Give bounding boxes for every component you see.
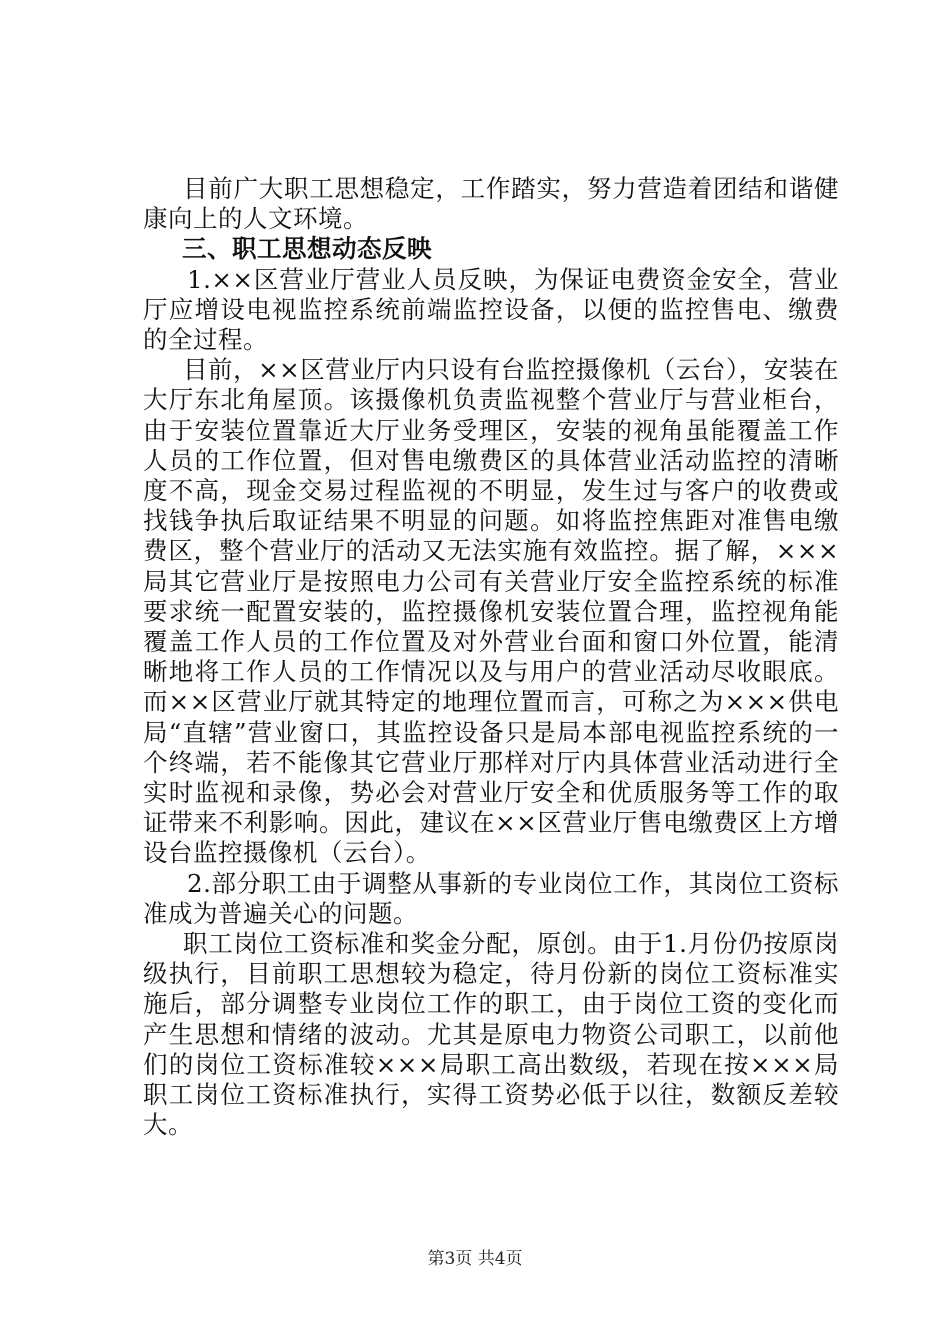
paragraph-item-2-detail: 职工岗位工资标准和奖金分配，原创。由于1.月份仍按原岗级执行，目前职工思想较为稳定，待月份新的岗位工资标准实施后，部分调整专业岗位工作的职工，由于岗位工资的变化而产生思想和情绪的波动。尤其是原电力物资公司职工，以前他们的岗位工资标准较×××局职工高出数级，若现在按×××局职工岗位工资标准执行，实得工资势必低于以往，数额反差较大。 xyxy=(143,929,839,1140)
paragraph-item-1: 1.××区营业厅营业人员反映，为保证电费资金安全，营业厅应增设电视监控系统前端监控设备，以便的监控售电、缴费的全过程。 xyxy=(143,264,839,355)
section-heading: 三、职工思想动态反映 xyxy=(182,234,432,264)
paragraph-intro: 目前广大职工思想稳定，工作踏实，努力营造着团结和谐健康向上的人文环境。 xyxy=(143,174,839,234)
page-footer: 第3页 共4页 xyxy=(427,1249,523,1269)
document-body xyxy=(143,174,839,1141)
paragraph-item-2: 2.部分职工由于调整从事新的专业岗位工作，其岗位工资标准成为普遍关心的问题。 xyxy=(143,868,839,928)
paragraph-item-1-detail: 目前，××区营业厅内只设有台监控摄像机（云台），安装在大厅东北角屋顶。该摄像机负责监视整个营业厅与营业柜台，由于安装位置靠近大厅业务受理区，安装的视角虽能覆盖工作人员的工作位置，但对售电缴费区的具体营业活动监控的清晰度不高，现金交易过程监视的不明显，发生过与客户的收费或找钱争执后取证结果不明显的问题。如将监控焦距对准售电缴费区，整个营业厅的活动又无法实施有效监控。据了解，×××局其它营业厅是按照电力公司有关营业厅安全监控系统的标准要求统一配置安装的，监控摄像机安装位置合理，监控视角能覆盖工作人员的工作位置及对外营业台面和窗口外位置，能清晰地将工作人员的工作情况以及与用户的营业活动尽收眼底。而××区营业厅就其特定的地理位置而言，可称之为×××供电局“直辖”营业窗口，其监控设备只是局本部电视监控系统的一个终端，若不能像其它营业厅那样对厅内具体营业活动进行全实时监视和录像，势必会对营业厅安全和优质服务等工作的取证带来不利影响。因此，建议在××区营业厅售电缴费区上方增设台监控摄像机（云台）。 xyxy=(143,355,839,868)
